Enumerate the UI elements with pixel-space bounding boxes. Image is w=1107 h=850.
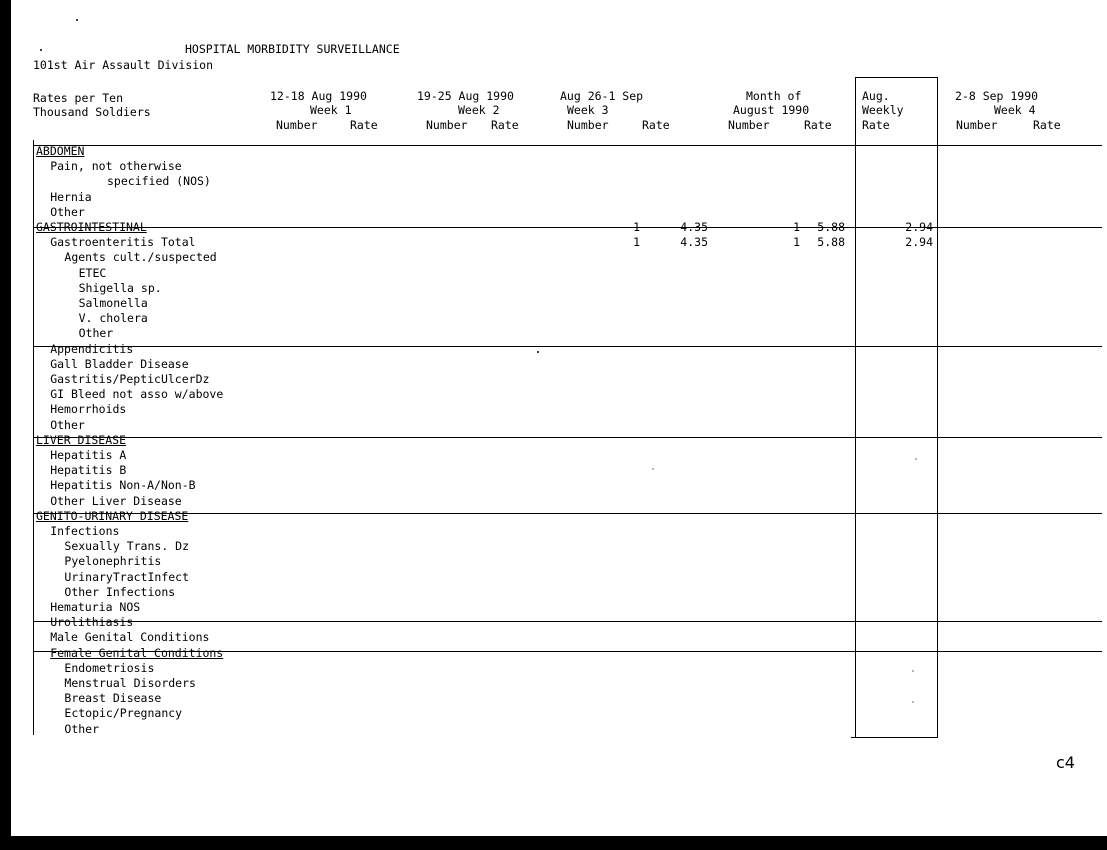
row-label: Infections <box>50 524 120 538</box>
scan-speck <box>652 468 654 470</box>
rates-label-line2: Thousand Soldiers <box>33 105 151 119</box>
week2-label: Week 2 <box>458 103 500 117</box>
month-number-cell: 1 <box>793 235 800 250</box>
row-label: Other <box>64 721 100 736</box>
week2-rate-header: Rate <box>491 118 519 132</box>
week2-number-header: Number <box>426 118 468 132</box>
row-label: Hematuria NOS <box>50 600 141 614</box>
month-rate-header: Rate <box>804 118 832 132</box>
week4-dates: 2-8 Sep 1990 <box>955 89 1039 103</box>
scan-frame-left <box>0 0 11 850</box>
unit-name: 101st Air Assault Division <box>33 58 214 72</box>
section-rule-appendicitis <box>33 346 1102 347</box>
row-label: Ectopic/Pregnancy <box>64 706 183 721</box>
row-label: V. cholera <box>78 311 148 326</box>
section-rule-liver <box>33 437 1102 438</box>
row-label: Gastritis/PepticUlcerDz <box>50 372 210 386</box>
aug-weekly-box-bottom <box>851 737 938 738</box>
row-label: Hepatitis A <box>50 448 127 462</box>
month-label-line1: Month of <box>746 89 802 103</box>
row-label: Endometriosis <box>64 660 155 675</box>
report-title: HOSPITAL MORBIDITY SURVEILLANCE <box>185 42 400 56</box>
row-label: Appendicitis <box>50 341 134 356</box>
scan-speck <box>912 701 914 703</box>
scan-speck <box>537 351 539 353</box>
row-label: ABDOMEN <box>36 144 85 158</box>
row-label: ETEC <box>78 265 107 280</box>
header-rule <box>33 145 1102 146</box>
scan-speck <box>76 19 78 21</box>
row-label: Shigella sp. <box>78 280 162 295</box>
row-label: Agents cult./suspected <box>64 250 217 265</box>
week1-dates: 12-18 Aug 1990 <box>270 89 367 103</box>
scan-speck <box>915 458 917 460</box>
left-table-rule <box>33 140 34 735</box>
w3-number-cell: 1 <box>633 235 640 250</box>
row-label: Male Genital Conditions <box>50 630 210 645</box>
aug-weekly-rate-cell: 2.94 <box>905 235 933 250</box>
week4-label: Week 4 <box>994 103 1036 117</box>
week3-rate-header: Rate <box>642 118 670 132</box>
section-rule-urolithiasis <box>33 621 1102 622</box>
row-label: Breast Disease <box>64 691 162 706</box>
row-label: Salmonella <box>78 296 148 310</box>
row-label: specified (NOS) <box>107 174 211 189</box>
row-label: Hepatitis Non-A/Non-B <box>50 478 196 493</box>
row-label: Other <box>78 326 114 341</box>
row-label: GASTROINTESTINAL <box>36 220 147 234</box>
row-label: Hernia <box>50 189 92 204</box>
section-rule-genito-urinary <box>33 513 1102 514</box>
week4-rate-header: Rate <box>1033 118 1061 132</box>
aug-weekly-line1: Aug. <box>862 89 890 103</box>
rates-label-line1: Rates per Ten <box>33 91 124 105</box>
scan-frame-bottom <box>0 836 1107 850</box>
row-label: UrinaryTractInfect <box>64 569 190 584</box>
w3-number-cell: 1 <box>633 220 640 234</box>
row-label: Sexually Trans. Dz <box>64 539 190 554</box>
row-label: Other Liver Disease <box>50 493 182 508</box>
month-label-line2: August 1990 <box>733 103 810 117</box>
week1-rate-header: Rate <box>350 118 378 132</box>
page-number: c4 <box>1056 753 1075 772</box>
w3-rate-cell: 4.35 <box>680 220 708 234</box>
row-label: Pain, not otherwise <box>50 159 182 174</box>
scan-speck <box>912 670 914 672</box>
row-label: Pyelonephritis <box>64 554 162 569</box>
month-rate-cell: 5.88 <box>817 235 845 250</box>
row-label: Menstrual Disorders <box>64 676 196 690</box>
week3-number-header: Number <box>567 118 609 132</box>
row-label: Hemorrhoids <box>50 402 127 417</box>
aug-weekly-box-left <box>855 77 856 738</box>
month-rate-cell: 5.88 <box>817 220 845 234</box>
row-label: Female Genital Conditions <box>50 645 224 660</box>
row-label: LIVER DISEASE <box>36 432 127 447</box>
row-label: Gastroenteritis Total <box>50 235 196 250</box>
month-number-cell: 1 <box>793 220 800 234</box>
week3-label: Week 3 <box>567 103 609 117</box>
w3-rate-cell: 4.35 <box>680 235 708 250</box>
row-label: Other <box>50 204 85 219</box>
section-rule-gastrointestinal <box>33 227 1102 228</box>
week1-number-header: Number <box>276 118 318 132</box>
week3-dates: Aug 26-1 Sep <box>560 89 644 103</box>
aug-weekly-line2: Weekly <box>862 103 904 117</box>
aug-weekly-box-top <box>855 77 938 78</box>
aug-weekly-line3: Rate <box>862 118 890 132</box>
week4-number-header: Number <box>956 118 998 132</box>
row-label: Other Infections <box>64 584 176 599</box>
week1-label: Week 1 <box>310 103 352 117</box>
row-label: Other <box>50 417 85 432</box>
row-label: Gall Bladder Disease <box>50 356 189 371</box>
row-label: Hepatitis B <box>50 463 127 478</box>
aug-weekly-box-right <box>937 77 938 738</box>
aug-weekly-rate-cell: 2.94 <box>905 220 933 234</box>
week2-dates: 19-25 Aug 1990 <box>417 89 514 103</box>
scan-speck <box>40 49 42 51</box>
row-label: Urolithiasis <box>50 615 134 630</box>
row-label: GENITO-URINARY DISEASE <box>36 508 189 523</box>
month-number-header: Number <box>728 118 770 132</box>
row-label: GI Bleed not asso w/above <box>50 387 224 402</box>
